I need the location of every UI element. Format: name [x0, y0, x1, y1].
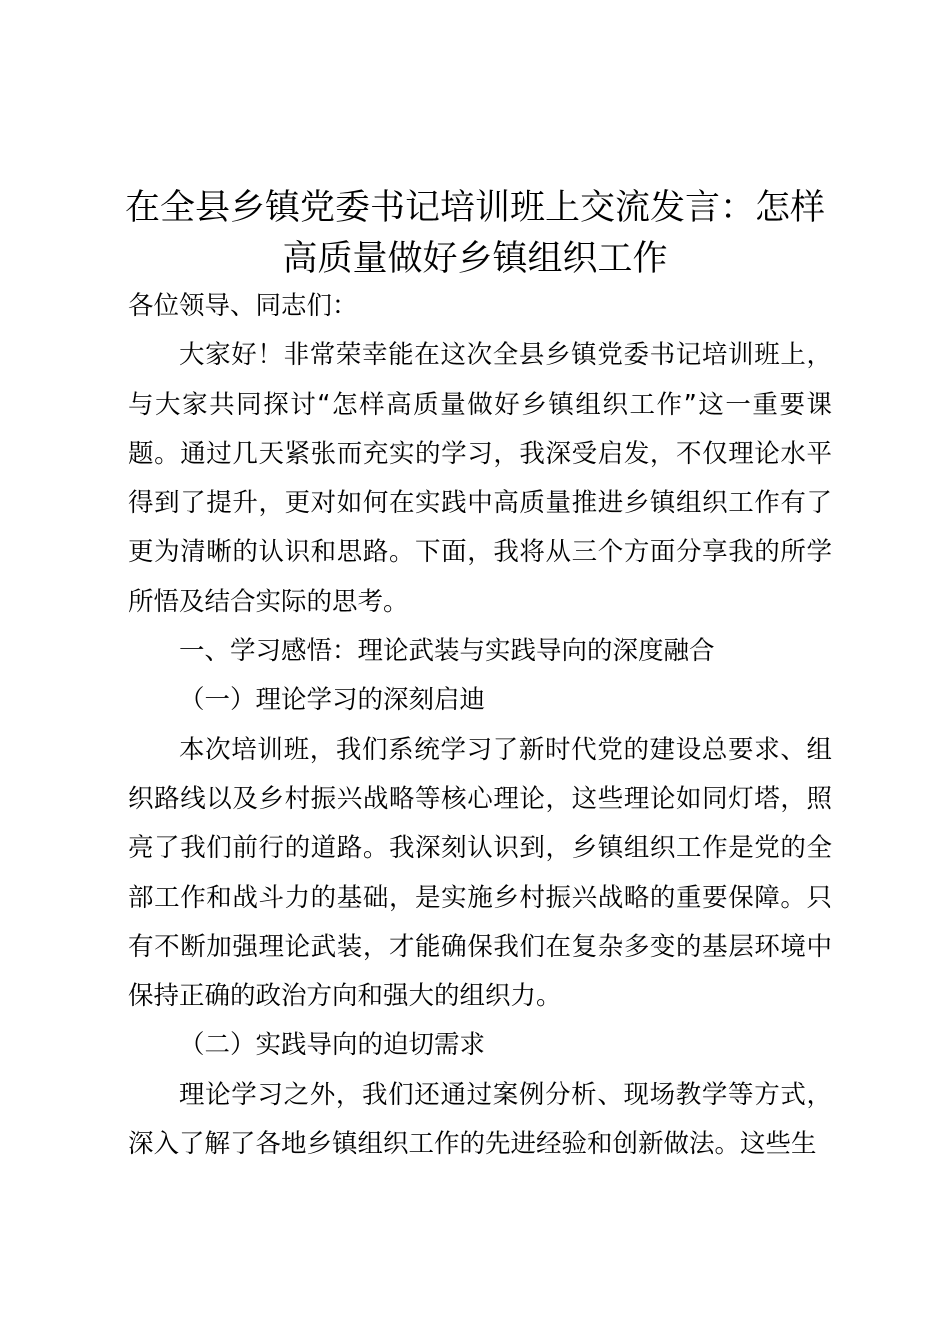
document-body: [128, 282, 832, 1169]
title-line-2: 高质量做好乡镇组织工作: [282, 239, 668, 279]
paragraph-theory: 本次培训班，我们系统学习了新时代党的建设总要求、组织路线以及乡村振兴战略等核心理论，这些理论如同灯塔，照亮了我们前行的道路。我深刻认识到，乡镇组织工作是党的全部工作和战斗力的基础，是实施乡村振兴战略的重要保障。只有不断加强理论武装，才能确保我们在复杂多变的基层环境中保持正确的政治方向和强大的组织力。: [128, 734, 832, 1012]
subsection-heading-1: （一）理论学习的深刻启迪: [179, 685, 486, 716]
paragraph-intro: 大家好！非常荣幸能在这次全县乡镇党委书记培训班上，与大家共同探讨“怎样高质量做好乡镇组织工作”这一重要课题。通过几天紧张而充实的学习，我深受启发，不仅理论水平得到了提升，更对如何在实践中高质量推进乡镇组织工作有了更为清晰的认识和思路。下面，我将从三个方面分享我的所学所悟及结合实际的思考。: [128, 340, 832, 617]
salutation: 各位领导、同志们：: [128, 291, 358, 321]
section-heading-1: 一、学习感悟：理论武装与实践导向的深度融合: [179, 636, 715, 667]
paragraph-practice: 理论学习之外，我们还通过案例分析、现场教学等方式，深入了解了各地乡镇组织工作的先进经验和创新做法。这些生: [128, 1079, 832, 1160]
document-title: [118, 183, 832, 285]
title-line-1: 在全县乡镇党委书记培训班上交流发言：怎样: [124, 188, 825, 228]
subsection-heading-2: （二）实践导向的迫切需求: [179, 1030, 486, 1061]
